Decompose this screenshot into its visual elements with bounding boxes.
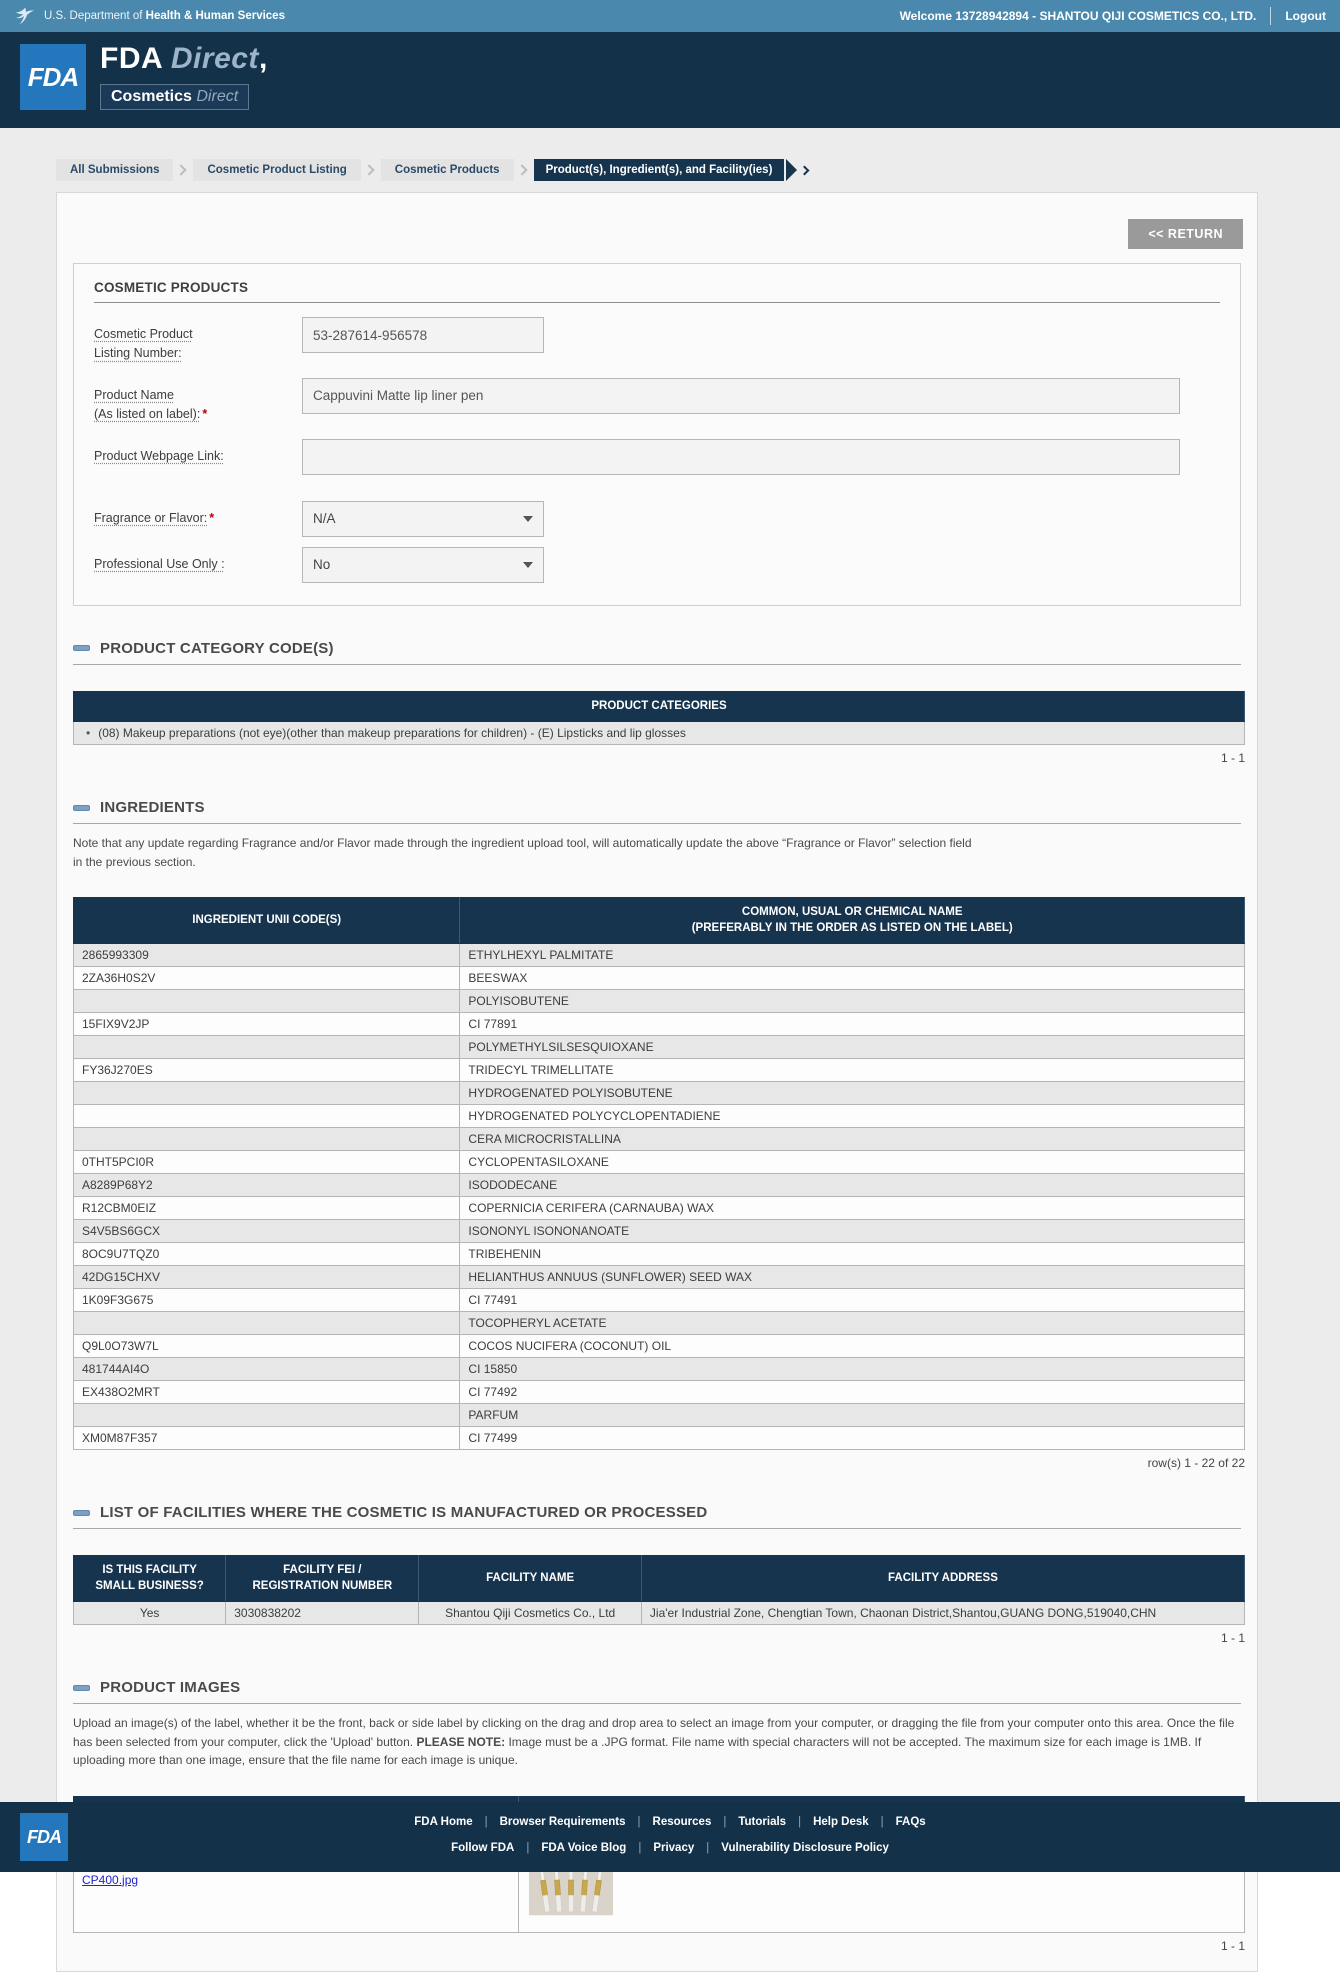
ingredient-name: CERA MICROCRISTALLINA (460, 1128, 1245, 1151)
chevron-right-icon (800, 165, 810, 175)
footer-link-separator: | (706, 1842, 710, 1854)
chevron-down-icon (523, 562, 533, 568)
chemical-name-header: COMMON, USUAL OR CHEMICAL NAME (PREFERABLY IN THE ORDER AS LISTED ON THE LABEL) (460, 898, 1245, 944)
unii-code-header: INGREDIENT UNII CODE(S) (74, 898, 460, 944)
ingredient-row (74, 1243, 1245, 1266)
ingredient-row (74, 1220, 1245, 1243)
section-divider (73, 823, 1241, 824)
product-name-label: Product Name (As listed on label): * (94, 387, 208, 422)
footer-link[interactable]: FDA Voice Blog (541, 1842, 627, 1854)
main-card (56, 192, 1258, 1972)
ingredient-row (74, 1036, 1245, 1059)
webpage-link-label: Product Webpage Link: (94, 448, 224, 463)
hhs-department-label: U.S. Department of Health & Human Services (44, 10, 285, 22)
footer-link[interactable]: FDA Home (414, 1816, 473, 1828)
footer-link-separator: | (637, 1816, 641, 1828)
ingredient-row (74, 1358, 1245, 1381)
chevron-right-icon (176, 164, 187, 175)
ingredient-unii-code (74, 1404, 460, 1427)
facilities-section-title: LIST OF FACILITIES WHERE THE COSMETIC IS MANUFACTURED OR PROCESSED (100, 1504, 708, 1522)
product-categories-header: PRODUCT CATEGORIES (74, 691, 1245, 722)
ingredient-name: TRIBEHENIN (460, 1243, 1245, 1266)
ingredient-name: CI 77891 (460, 1013, 1245, 1036)
ingredient-name: POLYISOBUTENE (460, 990, 1245, 1013)
footer-link[interactable]: Browser Requirements (499, 1816, 626, 1828)
cosmetic-products-heading: COSMETIC PRODUCTS (94, 280, 1220, 303)
small-business-header: IS THIS FACILITY SMALL BUSINESS? (74, 1556, 226, 1602)
hhs-top-bar (0, 0, 1340, 32)
image-file-link[interactable]: CP400.jpg (82, 1872, 139, 1887)
ingredient-row (74, 1151, 1245, 1174)
cosmetic-products-panel (73, 263, 1241, 606)
ingredients-section-title: INGREDIENTS (100, 799, 205, 817)
brand-text (100, 42, 268, 110)
footer-links-row1 (0, 1816, 1340, 1828)
ingredient-row (74, 1128, 1245, 1151)
professional-use-row (94, 547, 1220, 583)
ingredient-unii-code: 15FIX9V2JP (74, 1013, 460, 1036)
welcome-user-label: Welcome 13728942894 - SHANTOU QIJI COSMETICS CO., LTD. (899, 9, 1257, 23)
ingredients-section-header (73, 799, 1241, 816)
ingredient-row (74, 1266, 1245, 1289)
ingredient-row (74, 1427, 1245, 1450)
footer-link-separator: | (798, 1816, 802, 1828)
ingredient-name: ISONONYL ISONONANOATE (460, 1220, 1245, 1243)
breadcrumb-tab[interactable]: Cosmetic Product Listing (193, 159, 360, 181)
professional-use-label: Professional Use Only : (94, 556, 225, 571)
footer-links-row2 (0, 1842, 1340, 1854)
facility-name: Shantou Qiji Cosmetics Co., Ltd (419, 1602, 641, 1625)
ingredient-unii-code (74, 990, 460, 1013)
section-divider (73, 1528, 1241, 1529)
category-section-title: PRODUCT CATEGORY CODE(S) (100, 639, 334, 657)
chevron-down-icon (523, 516, 533, 522)
ingredient-unii-code: A8289P68Y2 (74, 1174, 460, 1197)
ingredient-name: HYDROGENATED POLYISOBUTENE (460, 1082, 1245, 1105)
ingredient-name: CI 77492 (460, 1381, 1245, 1404)
breadcrumb (56, 158, 1340, 182)
listing-number-field[interactable] (302, 317, 544, 353)
category-row: • (08) Makeup preparations (not eye)(other than makeup preparations for children) - (E) Lipsticks and lip glosses (74, 722, 1245, 745)
product-name-field[interactable] (302, 378, 1180, 414)
ingredient-unii-code: XM0M87F357 (74, 1427, 460, 1450)
ingredient-unii-code: 42DG15CHXV (74, 1266, 460, 1289)
ingredient-unii-code: 0THT5PCI0R (74, 1151, 460, 1174)
hhs-eagle-icon (14, 5, 36, 27)
ingredient-name: POLYMETHYLSILSESQUIOXANE (460, 1036, 1245, 1059)
categories-pagination: 1 - 1 (1220, 751, 1245, 766)
ingredient-row (74, 1404, 1245, 1427)
ingredient-unii-code: FY36J270ES (74, 1059, 460, 1082)
footer-link-separator: | (484, 1816, 488, 1828)
ingredient-row (74, 1289, 1245, 1312)
fragrance-select[interactable]: N/A (302, 501, 544, 537)
ingredient-row (74, 1013, 1245, 1036)
listing-number-row (94, 317, 1220, 364)
footer-link-separator: | (723, 1816, 727, 1828)
footer-link-separator: | (638, 1842, 642, 1854)
ingredient-name: TRIDECYL TRIMELLITATE (460, 1059, 1245, 1082)
ingredients-note: Note that any update regarding Fragrance and/or Flavor made through the ingredient upload tool, will automatically update the above “Fragrance or Flavor” selection field in the previous section. (73, 836, 972, 869)
ingredient-name: CI 77499 (460, 1427, 1245, 1450)
ingredient-unii-code (74, 1036, 460, 1059)
brand-header (0, 32, 1340, 128)
facility-name-header: FACILITY NAME (419, 1556, 641, 1602)
ingredient-row (74, 1197, 1245, 1220)
facilities-section-header (73, 1504, 1241, 1521)
app-title: FDA Direct, (100, 42, 268, 75)
images-pagination: 1 - 1 (1220, 1938, 1245, 1953)
footer-link[interactable]: Tutorials (738, 1816, 787, 1828)
ingredient-unii-code (74, 1312, 460, 1335)
ingredient-unii-code: 2865993309 (74, 944, 460, 967)
app-subtitle: Cosmetics Direct (100, 84, 249, 110)
required-asterisk: * (209, 510, 215, 525)
footer (0, 1802, 1340, 1872)
breadcrumb-arrow-icon (786, 159, 797, 181)
ingredient-unii-code (74, 1128, 460, 1151)
fei-header: FACILITY FEI / REGISTRATION NUMBER (226, 1556, 419, 1602)
ingredient-name: HELIANTHUS ANNUUS (SUNFLOWER) SEED WAX (460, 1266, 1245, 1289)
facility-small-business: Yes (74, 1602, 226, 1625)
footer-link-separator: | (526, 1842, 530, 1854)
ingredient-name: COPERNICIA CERIFERA (CARNAUBA) WAX (460, 1197, 1245, 1220)
collapse-minus-icon[interactable] (73, 645, 90, 651)
facilities-pagination: 1 - 1 (1220, 1631, 1245, 1646)
facility-address-header: FACILITY ADDRESS (641, 1556, 1244, 1602)
ingredient-name: ETHYLHEXYL PALMITATE (460, 944, 1245, 967)
ingredient-name: CYCLOPENTASILOXANE (460, 1151, 1245, 1174)
ingredient-unii-code: S4V5BS6GCX (74, 1220, 460, 1243)
breadcrumb-tab[interactable]: All Submissions (56, 159, 173, 181)
ingredients-table (73, 897, 1245, 1450)
topbar-divider (1270, 7, 1271, 25)
ingredient-unii-code: 2ZA36H0S2V (74, 967, 460, 990)
images-section-title: PRODUCT IMAGES (100, 1679, 241, 1697)
ingredient-name: CI 77491 (460, 1289, 1245, 1312)
category-section-header (73, 640, 1241, 657)
ingredient-row (74, 1312, 1245, 1335)
ingredient-row (74, 944, 1245, 967)
section-divider (73, 664, 1241, 665)
chevron-right-icon (516, 164, 527, 175)
breadcrumb-tab-active[interactable]: Product(s), Ingredient(s), and Facility(ies) (534, 159, 785, 181)
facility-row (74, 1602, 1245, 1625)
ingredient-row (74, 1335, 1245, 1358)
fragrance-row (94, 501, 1220, 537)
webpage-link-row (94, 439, 1220, 475)
product-categories-table (73, 691, 1245, 746)
ingredient-row (74, 1059, 1245, 1082)
collapse-minus-icon[interactable] (73, 1510, 90, 1516)
ingredient-name: PARFUM (460, 1404, 1245, 1427)
ingredient-row (74, 990, 1245, 1013)
footer-link-separator: | (880, 1816, 884, 1828)
ingredient-row (74, 967, 1245, 990)
footer-link[interactable]: Privacy (653, 1842, 695, 1854)
ingredient-unii-code: 481744AI4O (74, 1358, 460, 1381)
fragrance-label: Fragrance or Flavor: * (94, 510, 215, 525)
facility-fei: 3030838202 (226, 1602, 419, 1625)
professional-use-select[interactable]: No (302, 547, 544, 583)
ingredient-unii-code: EX438O2MRT (74, 1381, 460, 1404)
ingredient-unii-code: R12CBM0EIZ (74, 1197, 460, 1220)
ingredient-name: COCOS NUCIFERA (COCONUT) OIL (460, 1335, 1245, 1358)
chevron-right-icon (363, 164, 374, 175)
ingredients-pagination: row(s) 1 - 22 of 22 (1147, 1456, 1245, 1471)
images-note: Upload an image(s) of the label, whether it be the front, back or side label by clicking on the drag and drop area to select an image from your computer, or dragging the file from your computer onto this area. Once the file has been selected from your computer, click the 'Upload' button. PLEASE NOTE: Image must be a .JPG format. File name with special characters will not be accepted. The maximum size for each image is 1MB. If uploading more than one image, ensure that the file name for each image is unique. (73, 1716, 1235, 1768)
footer-link[interactable]: Resources (652, 1816, 712, 1828)
facilities-table (73, 1555, 1245, 1625)
required-asterisk: * (202, 407, 208, 422)
facility-address: Jia'er Industrial Zone, Chengtian Town, Chaonan District,Shantou,GUANG DONG,519040,CHN (641, 1602, 1244, 1625)
footer-link[interactable]: Vulnerability Disclosure Policy (721, 1842, 889, 1854)
ingredient-unii-code: Q9L0O73W7L (74, 1335, 460, 1358)
ingredient-row (74, 1174, 1245, 1197)
webpage-link-field[interactable] (302, 439, 1180, 475)
ingredient-name: CI 15850 (460, 1358, 1245, 1381)
ingredient-unii-code (74, 1082, 460, 1105)
ingredient-unii-code: 8OC9U7TQZ0 (74, 1243, 460, 1266)
fda-logo: FDA (20, 44, 86, 110)
product-name-row (94, 378, 1220, 425)
breadcrumb-tab[interactable]: Cosmetic Products (381, 159, 514, 181)
footer-link[interactable]: FAQs (895, 1816, 926, 1828)
collapse-minus-icon[interactable] (73, 805, 90, 811)
ingredient-unii-code: 1K09F3G675 (74, 1289, 460, 1312)
ingredient-row (74, 1082, 1245, 1105)
ingredient-unii-code (74, 1105, 460, 1128)
logout-link[interactable]: Logout (1285, 9, 1326, 23)
images-section-header (73, 1679, 1241, 1696)
ingredient-name: ISODODECANE (460, 1174, 1245, 1197)
ingredient-name: BEESWAX (460, 967, 1245, 990)
ingredient-name: HYDROGENATED POLYCYCLOPENTADIENE (460, 1105, 1245, 1128)
ingredient-row (74, 1105, 1245, 1128)
return-button[interactable]: << RETURN (1128, 219, 1243, 249)
ingredient-name: TOCOPHERYL ACETATE (460, 1312, 1245, 1335)
ingredient-row (74, 1381, 1245, 1404)
collapse-minus-icon[interactable] (73, 1685, 90, 1691)
fda-footer-logo: FDA (20, 1813, 68, 1861)
listing-number-label: Cosmetic Product Listing Number: (94, 327, 193, 361)
section-divider (73, 1703, 1241, 1704)
footer-link[interactable]: Follow FDA (451, 1842, 515, 1854)
footer-link[interactable]: Help Desk (813, 1816, 869, 1828)
